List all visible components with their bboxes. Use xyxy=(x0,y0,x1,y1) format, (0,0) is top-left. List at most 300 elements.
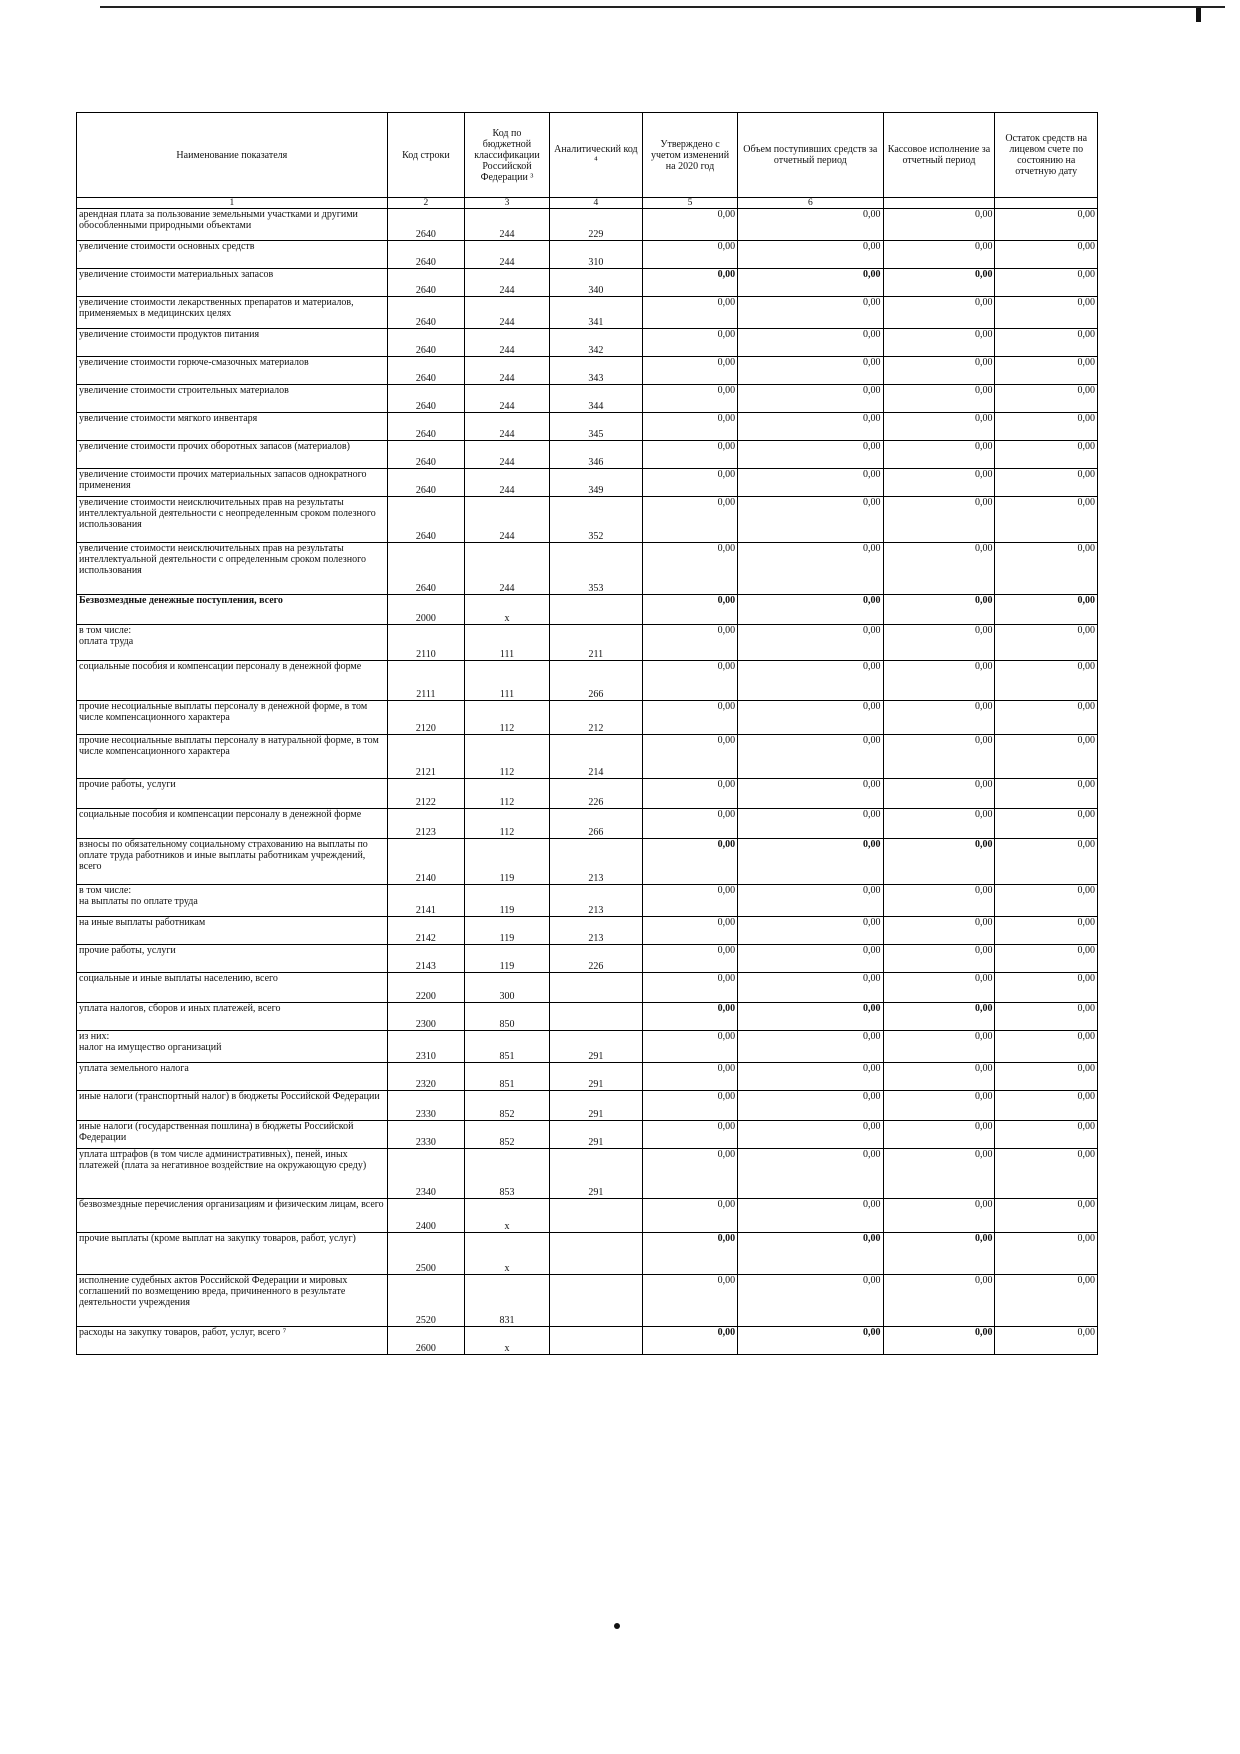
row-name: исполнение судебных актов Российской Федерации и мировых соглашений по возмещению вреда, причиненного в результате деятельности учреждения xyxy=(77,1275,388,1327)
table-row xyxy=(77,385,1098,413)
row-name: прочие несоциальные выплаты персоналу в натуральной форме, в том числе компенсационного характера xyxy=(77,735,388,779)
row-code: 2640 xyxy=(387,241,464,269)
scan-edge-mark xyxy=(1196,8,1201,22)
row-cash-value: 0,00 xyxy=(883,1003,995,1031)
header-row xyxy=(77,113,1098,198)
row-name: увеличение стоимости мягкого инвентаря xyxy=(77,413,388,441)
row-balance-value: 0,00 xyxy=(995,1003,1098,1031)
row-approved-value: 0,00 xyxy=(642,945,737,973)
row-received-value: 0,00 xyxy=(738,779,883,809)
row-cash-value: 0,00 xyxy=(883,441,995,469)
row-kbk: 851 xyxy=(465,1031,550,1063)
table-row xyxy=(77,209,1098,241)
row-code: 2640 xyxy=(387,329,464,357)
row-kbk: 244 xyxy=(465,269,550,297)
row-name: увеличение стоимости горюче-смазочных материалов xyxy=(77,357,388,385)
table-row xyxy=(77,1233,1098,1275)
row-approved-value: 0,00 xyxy=(642,1327,737,1355)
header-name: Наименование показателя xyxy=(77,113,388,198)
row-approved-value: 0,00 xyxy=(642,1199,737,1233)
row-cash-value: 0,00 xyxy=(883,661,995,701)
table-row xyxy=(77,357,1098,385)
table-row xyxy=(77,917,1098,945)
row-code: 2320 xyxy=(387,1063,464,1091)
table-row xyxy=(77,297,1098,329)
row-received-value: 0,00 xyxy=(738,973,883,1003)
row-approved-value: 0,00 xyxy=(642,269,737,297)
row-received-value: 0,00 xyxy=(738,543,883,595)
row-analytic-code: 346 xyxy=(549,441,642,469)
row-name: социальные и иные выплаты населению, всего xyxy=(77,973,388,1003)
row-analytic-code: 344 xyxy=(549,385,642,413)
row-received-value: 0,00 xyxy=(738,385,883,413)
row-analytic-code: 310 xyxy=(549,241,642,269)
row-name: увеличение стоимости продуктов питания xyxy=(77,329,388,357)
row-code: 2330 xyxy=(387,1121,464,1149)
row-balance-value: 0,00 xyxy=(995,241,1098,269)
row-kbk: 112 xyxy=(465,735,550,779)
row-received-value: 0,00 xyxy=(738,1063,883,1091)
row-received-value: 0,00 xyxy=(738,1003,883,1031)
row-name: в том числе: оплата труда xyxy=(77,625,388,661)
table-row xyxy=(77,885,1098,917)
table-row xyxy=(77,1327,1098,1355)
row-cash-value: 0,00 xyxy=(883,1327,995,1355)
column-number: 6 xyxy=(738,198,883,209)
row-name: уплата земельного налога xyxy=(77,1063,388,1091)
row-received-value: 0,00 xyxy=(738,1031,883,1063)
row-name: увеличение стоимости прочих материальных запасов однократного применения xyxy=(77,469,388,497)
column-number: 4 xyxy=(549,198,642,209)
row-analytic-code xyxy=(549,1003,642,1031)
row-received-value: 0,00 xyxy=(738,809,883,839)
row-balance-value: 0,00 xyxy=(995,1031,1098,1063)
row-received-value: 0,00 xyxy=(738,1327,883,1355)
row-name: увеличение стоимости прочих оборотных запасов (материалов) xyxy=(77,441,388,469)
row-code: 2111 xyxy=(387,661,464,701)
row-kbk: 244 xyxy=(465,329,550,357)
row-balance-value: 0,00 xyxy=(995,1233,1098,1275)
row-cash-value: 0,00 xyxy=(883,209,995,241)
row-cash-value: 0,00 xyxy=(883,701,995,735)
row-kbk: 112 xyxy=(465,701,550,735)
row-cash-value: 0,00 xyxy=(883,469,995,497)
row-analytic-code: 342 xyxy=(549,329,642,357)
row-analytic-code: 266 xyxy=(549,661,642,701)
row-cash-value: 0,00 xyxy=(883,241,995,269)
row-approved-value: 0,00 xyxy=(642,779,737,809)
table-row xyxy=(77,1091,1098,1121)
table-row xyxy=(77,543,1098,595)
row-received-value: 0,00 xyxy=(738,241,883,269)
row-balance-value: 0,00 xyxy=(995,297,1098,329)
row-name: из них: налог на имущество организаций xyxy=(77,1031,388,1063)
row-received-value: 0,00 xyxy=(738,1149,883,1199)
row-analytic-code xyxy=(549,1327,642,1355)
row-cash-value: 0,00 xyxy=(883,1199,995,1233)
table-row xyxy=(77,945,1098,973)
row-kbk: 119 xyxy=(465,839,550,885)
row-balance-value: 0,00 xyxy=(995,735,1098,779)
row-code: 2143 xyxy=(387,945,464,973)
row-received-value: 0,00 xyxy=(738,735,883,779)
row-approved-value: 0,00 xyxy=(642,357,737,385)
row-cash-value: 0,00 xyxy=(883,1031,995,1063)
table-row xyxy=(77,413,1098,441)
row-balance-value: 0,00 xyxy=(995,885,1098,917)
row-code: 2640 xyxy=(387,441,464,469)
row-balance-value: 0,00 xyxy=(995,1327,1098,1355)
row-balance-value: 0,00 xyxy=(995,945,1098,973)
row-name: в том числе: на выплаты по оплате труда xyxy=(77,885,388,917)
table-row xyxy=(77,241,1098,269)
row-code: 2640 xyxy=(387,385,464,413)
row-analytic-code: 291 xyxy=(549,1091,642,1121)
row-kbk: 244 xyxy=(465,209,550,241)
table-row xyxy=(77,809,1098,839)
row-balance-value: 0,00 xyxy=(995,1275,1098,1327)
row-kbk: 244 xyxy=(465,297,550,329)
row-code: 2120 xyxy=(387,701,464,735)
row-approved-value: 0,00 xyxy=(642,625,737,661)
table-row xyxy=(77,735,1098,779)
row-name: безвозмездные перечисления организациям и физическим лицам, всего xyxy=(77,1199,388,1233)
row-code: 2122 xyxy=(387,779,464,809)
row-balance-value: 0,00 xyxy=(995,1149,1098,1199)
row-received-value: 0,00 xyxy=(738,1199,883,1233)
scan-corner-fold xyxy=(0,0,66,31)
row-kbk: 244 xyxy=(465,441,550,469)
row-received-value: 0,00 xyxy=(738,945,883,973)
row-code: 2640 xyxy=(387,357,464,385)
row-balance-value: 0,00 xyxy=(995,357,1098,385)
row-kbk: 852 xyxy=(465,1091,550,1121)
table-row xyxy=(77,1199,1098,1233)
row-balance-value: 0,00 xyxy=(995,269,1098,297)
row-received-value: 0,00 xyxy=(738,701,883,735)
row-analytic-code: 353 xyxy=(549,543,642,595)
table-row xyxy=(77,779,1098,809)
row-cash-value: 0,00 xyxy=(883,735,995,779)
row-kbk: 111 xyxy=(465,625,550,661)
table-row xyxy=(77,973,1098,1003)
column-number xyxy=(995,198,1098,209)
row-analytic-code xyxy=(549,1233,642,1275)
column-number: 1 xyxy=(77,198,388,209)
row-approved-value: 0,00 xyxy=(642,413,737,441)
row-code: 2640 xyxy=(387,543,464,595)
column-number: 5 xyxy=(642,198,737,209)
row-code: 2500 xyxy=(387,1233,464,1275)
row-kbk: 850 xyxy=(465,1003,550,1031)
row-balance-value: 0,00 xyxy=(995,497,1098,543)
row-code: 2121 xyxy=(387,735,464,779)
row-kbk: 853 xyxy=(465,1149,550,1199)
row-analytic-code: 213 xyxy=(549,885,642,917)
row-cash-value: 0,00 xyxy=(883,945,995,973)
row-name: увеличение стоимости неисключительных прав на результаты интеллектуальной деятельности с определенным сроком полезного использования xyxy=(77,543,388,595)
row-analytic-code: 352 xyxy=(549,497,642,543)
table-row xyxy=(77,1275,1098,1327)
row-code: 2640 xyxy=(387,469,464,497)
row-balance-value: 0,00 xyxy=(995,839,1098,885)
row-balance-value: 0,00 xyxy=(995,209,1098,241)
table-row xyxy=(77,661,1098,701)
row-analytic-code: 229 xyxy=(549,209,642,241)
header-received: Объем поступивших средств за отчетный период xyxy=(738,113,883,198)
row-balance-value: 0,00 xyxy=(995,701,1098,735)
row-approved-value: 0,00 xyxy=(642,809,737,839)
row-received-value: 0,00 xyxy=(738,661,883,701)
row-name: прочие несоциальные выплаты персоналу в денежной форме, в том числе компенсационного характера xyxy=(77,701,388,735)
row-analytic-code: 343 xyxy=(549,357,642,385)
row-analytic-code: 345 xyxy=(549,413,642,441)
row-analytic-code: 291 xyxy=(549,1031,642,1063)
row-approved-value: 0,00 xyxy=(642,885,737,917)
row-balance-value: 0,00 xyxy=(995,973,1098,1003)
row-analytic-code xyxy=(549,1199,642,1233)
row-name: арендная плата за пользование земельными участками и другими обособленными природными объектами xyxy=(77,209,388,241)
row-name: расходы на закупку товаров, работ, услуг, всего ⁷ xyxy=(77,1327,388,1355)
row-analytic-code: 213 xyxy=(549,839,642,885)
row-code: 2200 xyxy=(387,973,464,1003)
row-received-value: 0,00 xyxy=(738,839,883,885)
table-row xyxy=(77,701,1098,735)
report-table xyxy=(76,112,1098,1355)
row-name: увеличение стоимости основных средств xyxy=(77,241,388,269)
column-number: 3 xyxy=(465,198,550,209)
row-approved-value: 0,00 xyxy=(642,701,737,735)
row-cash-value: 0,00 xyxy=(883,917,995,945)
header-analytic-code: Аналитический код ⁴ xyxy=(549,113,642,198)
row-code: 2520 xyxy=(387,1275,464,1327)
row-kbk: 244 xyxy=(465,357,550,385)
row-analytic-code xyxy=(549,973,642,1003)
table-row xyxy=(77,625,1098,661)
row-code: 2141 xyxy=(387,885,464,917)
row-code: 2400 xyxy=(387,1199,464,1233)
row-received-value: 0,00 xyxy=(738,329,883,357)
row-name: уплата налогов, сборов и иных платежей, всего xyxy=(77,1003,388,1031)
scan-edge-top xyxy=(100,6,1225,8)
table-row xyxy=(77,839,1098,885)
row-balance-value: 0,00 xyxy=(995,1063,1098,1091)
row-kbk: 852 xyxy=(465,1121,550,1149)
row-cash-value: 0,00 xyxy=(883,779,995,809)
row-approved-value: 0,00 xyxy=(642,329,737,357)
row-name: прочие работы, услуги xyxy=(77,779,388,809)
row-balance-value: 0,00 xyxy=(995,1199,1098,1233)
row-balance-value: 0,00 xyxy=(995,385,1098,413)
row-name: социальные пособия и компенсации персоналу в денежной форме xyxy=(77,809,388,839)
row-analytic-code: 213 xyxy=(549,917,642,945)
row-name: социальные пособия и компенсации персоналу в денежной форме xyxy=(77,661,388,701)
row-approved-value: 0,00 xyxy=(642,1031,737,1063)
row-approved-value: 0,00 xyxy=(642,241,737,269)
row-approved-value: 0,00 xyxy=(642,1003,737,1031)
row-analytic-code: 341 xyxy=(549,297,642,329)
row-kbk: x xyxy=(465,595,550,625)
row-code: 2640 xyxy=(387,497,464,543)
row-name: Безвозмездные денежные поступления, всего xyxy=(77,595,388,625)
row-balance-value: 0,00 xyxy=(995,625,1098,661)
row-approved-value: 0,00 xyxy=(642,1063,737,1091)
row-cash-value: 0,00 xyxy=(883,385,995,413)
row-code: 2600 xyxy=(387,1327,464,1355)
row-code: 2310 xyxy=(387,1031,464,1063)
header-cash-execution: Кассовое исполнение за отчетный период xyxy=(883,113,995,198)
row-received-value: 0,00 xyxy=(738,625,883,661)
row-name: увеличение стоимости лекарственных препаратов и материалов, применяемых в медицинских целях xyxy=(77,297,388,329)
table-row xyxy=(77,1003,1098,1031)
row-analytic-code xyxy=(549,595,642,625)
row-balance-value: 0,00 xyxy=(995,1091,1098,1121)
row-analytic-code: 291 xyxy=(549,1149,642,1199)
row-approved-value: 0,00 xyxy=(642,595,737,625)
row-kbk: 244 xyxy=(465,497,550,543)
row-code: 2340 xyxy=(387,1149,464,1199)
row-analytic-code: 349 xyxy=(549,469,642,497)
table-row xyxy=(77,441,1098,469)
table-row xyxy=(77,1121,1098,1149)
header-approved: Утверждено с учетом изменений на 2020 год xyxy=(642,113,737,198)
row-kbk: x xyxy=(465,1233,550,1275)
row-cash-value: 0,00 xyxy=(883,809,995,839)
row-name: иные налоги (государственная пошлина) в бюджеты Российской Федерации xyxy=(77,1121,388,1149)
table-body xyxy=(77,209,1098,1355)
row-analytic-code: 266 xyxy=(549,809,642,839)
row-cash-value: 0,00 xyxy=(883,543,995,595)
row-approved-value: 0,00 xyxy=(642,543,737,595)
row-balance-value: 0,00 xyxy=(995,1121,1098,1149)
table-row xyxy=(77,1031,1098,1063)
table-row xyxy=(77,1149,1098,1199)
row-name: увеличение стоимости материальных запасов xyxy=(77,269,388,297)
row-kbk: 244 xyxy=(465,469,550,497)
row-name: иные налоги (транспортный налог) в бюджеты Российской Федерации xyxy=(77,1091,388,1121)
row-received-value: 0,00 xyxy=(738,595,883,625)
row-received-value: 0,00 xyxy=(738,269,883,297)
row-analytic-code: 291 xyxy=(549,1063,642,1091)
column-numbers-row xyxy=(77,198,1098,209)
row-received-value: 0,00 xyxy=(738,413,883,441)
row-balance-value: 0,00 xyxy=(995,469,1098,497)
row-approved-value: 0,00 xyxy=(642,1233,737,1275)
header-balance: Остаток средств на лицевом счете по состоянию на отчетную дату xyxy=(995,113,1098,198)
table-row xyxy=(77,329,1098,357)
row-cash-value: 0,00 xyxy=(883,973,995,1003)
row-kbk: 119 xyxy=(465,917,550,945)
row-received-value: 0,00 xyxy=(738,209,883,241)
row-analytic-code: 226 xyxy=(549,945,642,973)
row-code: 2640 xyxy=(387,297,464,329)
table-row xyxy=(77,595,1098,625)
row-kbk: 831 xyxy=(465,1275,550,1327)
row-approved-value: 0,00 xyxy=(642,839,737,885)
row-analytic-code: 340 xyxy=(549,269,642,297)
row-kbk: 851 xyxy=(465,1063,550,1091)
row-cash-value: 0,00 xyxy=(883,1063,995,1091)
row-cash-value: 0,00 xyxy=(883,595,995,625)
header-row-code: Код строки xyxy=(387,113,464,198)
row-approved-value: 0,00 xyxy=(642,1149,737,1199)
row-code: 2142 xyxy=(387,917,464,945)
row-approved-value: 0,00 xyxy=(642,469,737,497)
row-balance-value: 0,00 xyxy=(995,661,1098,701)
row-name: увеличение стоимости неисключительных прав на результаты интеллектуальной деятельности с неопределенным сроком полезного использования xyxy=(77,497,388,543)
row-cash-value: 0,00 xyxy=(883,297,995,329)
row-cash-value: 0,00 xyxy=(883,625,995,661)
row-received-value: 0,00 xyxy=(738,469,883,497)
row-received-value: 0,00 xyxy=(738,1121,883,1149)
table-row xyxy=(77,497,1098,543)
row-cash-value: 0,00 xyxy=(883,839,995,885)
row-code: 2640 xyxy=(387,413,464,441)
row-received-value: 0,00 xyxy=(738,497,883,543)
row-balance-value: 0,00 xyxy=(995,329,1098,357)
row-code: 2000 xyxy=(387,595,464,625)
header-kbk: Код по бюджетной классификации Российской Федерации ³ xyxy=(465,113,550,198)
row-approved-value: 0,00 xyxy=(642,209,737,241)
row-kbk: 244 xyxy=(465,413,550,441)
row-received-value: 0,00 xyxy=(738,441,883,469)
column-number xyxy=(883,198,995,209)
row-approved-value: 0,00 xyxy=(642,735,737,779)
row-kbk: 119 xyxy=(465,885,550,917)
row-cash-value: 0,00 xyxy=(883,1149,995,1199)
row-approved-value: 0,00 xyxy=(642,661,737,701)
row-analytic-code: 211 xyxy=(549,625,642,661)
row-name: на иные выплаты работникам xyxy=(77,917,388,945)
row-code: 2640 xyxy=(387,269,464,297)
row-kbk: 112 xyxy=(465,779,550,809)
row-code: 2140 xyxy=(387,839,464,885)
row-analytic-code: 212 xyxy=(549,701,642,735)
table-row xyxy=(77,1063,1098,1091)
row-kbk: 119 xyxy=(465,945,550,973)
row-kbk: 244 xyxy=(465,241,550,269)
row-analytic-code: 214 xyxy=(549,735,642,779)
row-balance-value: 0,00 xyxy=(995,543,1098,595)
row-approved-value: 0,00 xyxy=(642,385,737,413)
row-kbk: 244 xyxy=(465,385,550,413)
row-received-value: 0,00 xyxy=(738,357,883,385)
row-kbk: 111 xyxy=(465,661,550,701)
row-kbk: x xyxy=(465,1199,550,1233)
row-name: прочие выплаты (кроме выплат на закупку товаров, работ, услуг) xyxy=(77,1233,388,1275)
row-cash-value: 0,00 xyxy=(883,413,995,441)
column-number: 2 xyxy=(387,198,464,209)
scan-dot xyxy=(614,1623,620,1629)
row-code: 2330 xyxy=(387,1091,464,1121)
row-code: 2110 xyxy=(387,625,464,661)
row-approved-value: 0,00 xyxy=(642,917,737,945)
row-cash-value: 0,00 xyxy=(883,1121,995,1149)
row-balance-value: 0,00 xyxy=(995,441,1098,469)
row-kbk: x xyxy=(465,1327,550,1355)
row-cash-value: 0,00 xyxy=(883,1091,995,1121)
row-name: уплата штрафов (в том числе административных), пеней, иных платежей (плата за негативное воздействие на окружающую среду) xyxy=(77,1149,388,1199)
row-received-value: 0,00 xyxy=(738,1233,883,1275)
row-balance-value: 0,00 xyxy=(995,413,1098,441)
row-received-value: 0,00 xyxy=(738,885,883,917)
row-code: 2300 xyxy=(387,1003,464,1031)
row-cash-value: 0,00 xyxy=(883,1233,995,1275)
row-cash-value: 0,00 xyxy=(883,885,995,917)
row-analytic-code: 226 xyxy=(549,779,642,809)
row-analytic-code: 291 xyxy=(549,1121,642,1149)
row-cash-value: 0,00 xyxy=(883,497,995,543)
